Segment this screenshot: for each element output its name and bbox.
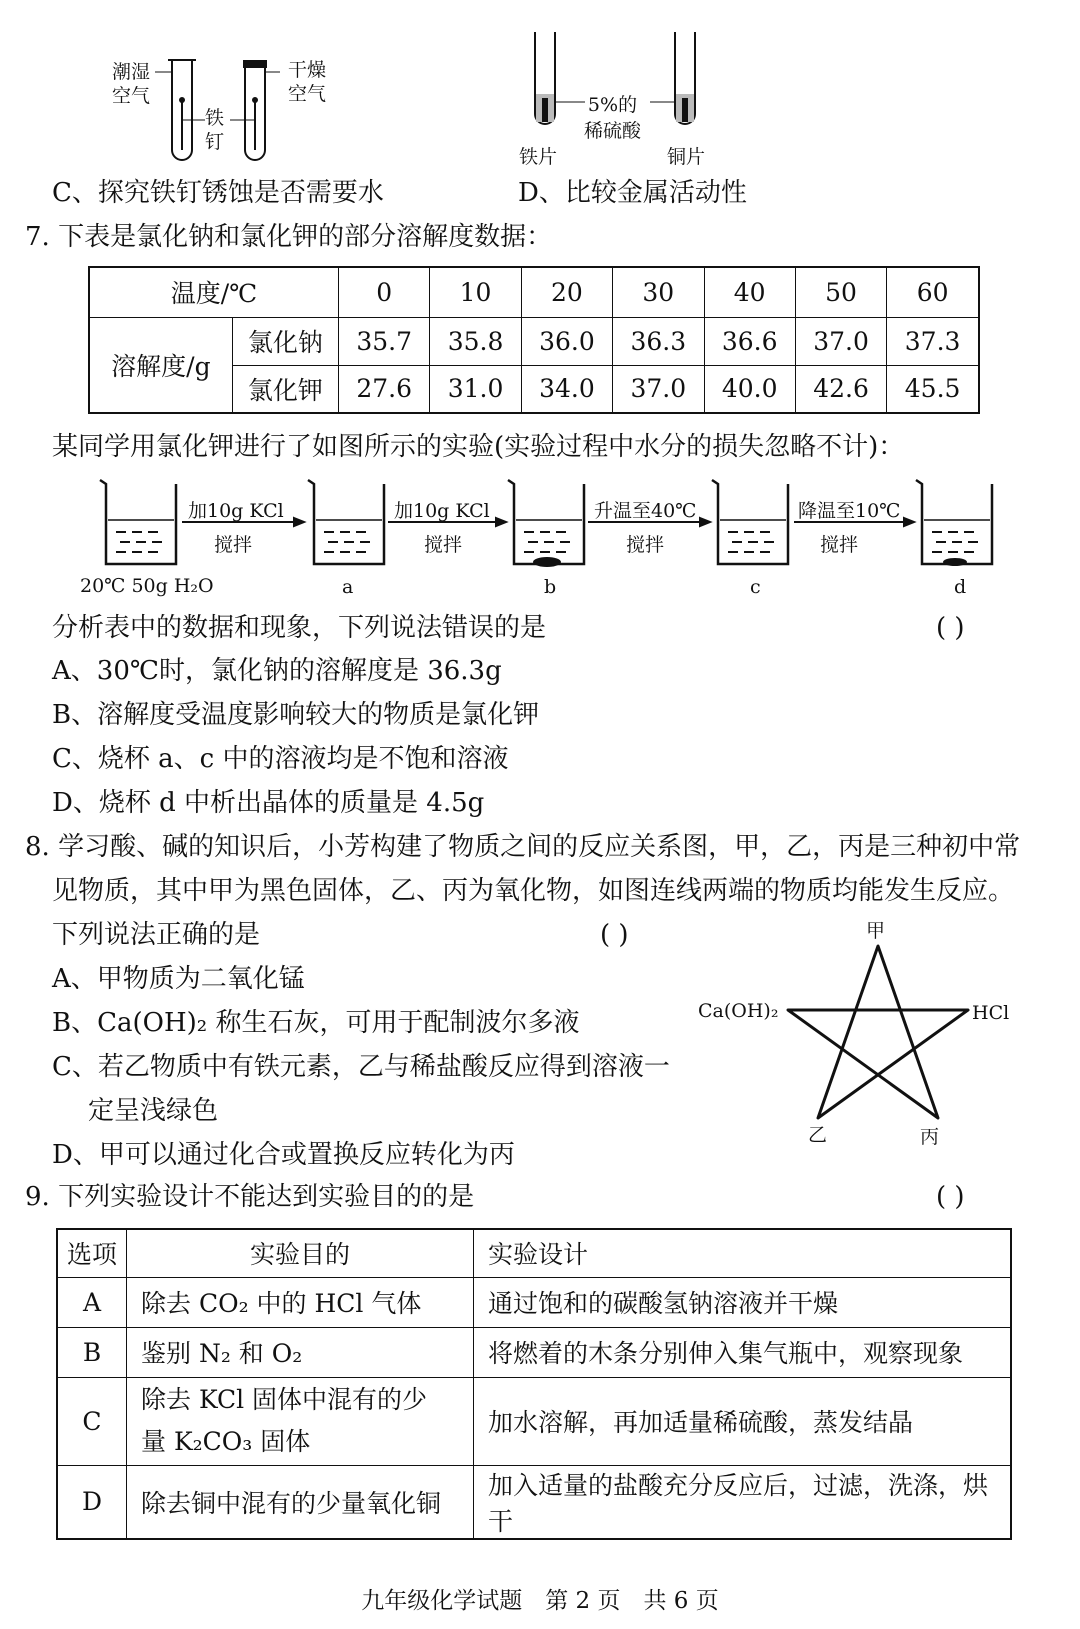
step-2-bottom: 搅拌 — [424, 534, 463, 556]
iron-sheet-label: 铁片 — [519, 146, 558, 168]
table-cell: 27.6 — [339, 365, 430, 413]
moist-air-label: 潮湿 空气 — [112, 61, 151, 107]
row-purpose: 除去铜中混有的少量氧化铜 — [127, 1465, 474, 1539]
row-name: 氯化钠 — [232, 317, 338, 365]
table-cell: 40.0 — [704, 365, 795, 413]
q7-stem: 7. 下表是氯化钠和氯化钾的部分溶解度数据： — [25, 222, 553, 252]
row-design: 通过饱和的碳酸氢钠溶液并干燥 — [474, 1277, 1012, 1327]
star-relation-diagram — [780, 940, 980, 1130]
copper-sheet-label: 铜片 — [667, 146, 706, 168]
row-design: 将燃着的木条分别伸入集气瓶中，观察现象 — [474, 1327, 1012, 1377]
table-cell: 34.0 — [521, 365, 612, 413]
temp-header: 温度/℃ — [89, 267, 339, 317]
q7-experiment-intro: 某同学用氯化钾进行了如图所示的实验(实验过程中水分的损失忽略不计)： — [52, 432, 905, 462]
step-3-top: 升温至40℃ — [594, 500, 697, 522]
table-cell: 36.3 — [613, 317, 704, 365]
option-c-fig: C、探究铁钉锈蚀是否需要水 — [52, 178, 384, 208]
solubility-header: 溶解度/g — [89, 317, 232, 413]
q8-stem-line-2: 见物质，其中甲为黑色固体，乙、丙为氧化物，如图连线两端的物质均能发生反应。 — [52, 876, 1015, 906]
temp-cell: 50 — [795, 267, 886, 317]
step-3-bottom: 搅拌 — [626, 534, 665, 556]
temp-cell: 40 — [704, 267, 795, 317]
step-1-bottom: 搅拌 — [214, 534, 253, 556]
header-design: 实验设计 — [474, 1229, 1012, 1277]
q7-option-b: B、溶解度受温度影响较大的物质是氯化钾 — [52, 700, 540, 730]
table-cell: 37.0 — [613, 365, 704, 413]
row-name: 氯化钾 — [232, 365, 338, 413]
star-left-label: Ca(OH)₂ — [698, 1000, 779, 1022]
q8-option-d: D、甲可以通过化合或置换反应转化为丙 — [52, 1140, 515, 1170]
star-right-label: HCl — [972, 1002, 1010, 1024]
beaker-d-label: d — [954, 576, 967, 598]
step-1-top: 加10g KCl — [188, 500, 284, 522]
row-purpose: 除去 KCl 固体中混有的少 量 K₂CO₃ 固体 — [127, 1377, 474, 1465]
q9-table — [56, 1228, 1012, 1540]
temp-cell: 10 — [430, 267, 521, 317]
beaker-flow-diagram — [90, 478, 1010, 578]
temp-cell: 30 — [613, 267, 704, 317]
page-footer: 九年级化学试题 第 2 页 共 6 页 — [361, 1588, 719, 1614]
start-condition: 20℃ 50g H₂O — [80, 575, 214, 597]
q7-answer-bracket: ( ) — [936, 613, 965, 643]
acid-label: 5%的 稀硫酸 — [584, 94, 642, 142]
table-cell: 37.3 — [887, 317, 979, 365]
table-cell: 31.0 — [430, 365, 521, 413]
star-bottom-right-label: 丙 — [920, 1126, 940, 1148]
beaker-a-label: a — [342, 576, 354, 598]
q8-option-c-cont: 定呈浅绿色 — [88, 1096, 219, 1126]
row-design: 加水溶解，再加适量稀硫酸，蒸发结晶 — [474, 1377, 1012, 1465]
q7-option-a: A、30℃时，氯化钠的溶解度是 36.3g — [52, 656, 502, 686]
beaker-b-label: b — [544, 576, 557, 598]
row-purpose: 鉴别 N₂ 和 O₂ — [127, 1327, 474, 1377]
table-cell: 37.0 — [795, 317, 886, 365]
q8-stem-line-3: 下列说法正确的是 — [52, 920, 261, 950]
q8-option-a: A、甲物质为二氧化锰 — [52, 964, 305, 994]
q7-option-d: D、烧杯 d 中析出晶体的质量是 4.5g — [52, 788, 485, 818]
q8-answer-bracket: ( ) — [600, 920, 629, 950]
step-2-top: 加10g KCl — [394, 500, 490, 522]
test-tubes-icon — [150, 50, 280, 165]
temp-cell: 20 — [521, 267, 612, 317]
option-d-fig: D、比较金属活动性 — [518, 178, 747, 208]
dry-air-label: 干燥 空气 — [288, 59, 327, 105]
iron-nail-label: 铁 钉 — [205, 107, 225, 153]
q8-option-c: C、若乙物质中有铁元素，乙与稀盐酸反应得到溶液一 — [52, 1052, 670, 1082]
row-option: D — [57, 1465, 127, 1539]
table-cell: 45.5 — [887, 365, 979, 413]
step-4-top: 降温至10℃ — [798, 500, 901, 522]
q7-solubility-table — [88, 266, 980, 414]
row-purpose: 除去 CO₂ 中的 HCl 气体 — [127, 1277, 474, 1327]
star-top-label: 甲 — [866, 920, 886, 942]
table-cell: 36.0 — [521, 317, 612, 365]
q8-stem-line-1: 8. 学习酸、碱的知识后，小芳构建了物质之间的反应关系图，甲，乙，丙是三种初中常 — [25, 832, 1021, 862]
table-cell: 36.6 — [704, 317, 795, 365]
step-4-bottom: 搅拌 — [820, 534, 859, 556]
q9-stem: 9. 下列实验设计不能达到实验目的的是 — [25, 1182, 475, 1212]
q9-answer-bracket: ( ) — [936, 1182, 965, 1212]
row-option: A — [57, 1277, 127, 1327]
table-cell: 35.7 — [339, 317, 430, 365]
temp-cell: 60 — [887, 267, 979, 317]
row-option: C — [57, 1377, 127, 1465]
beaker-c-label: c — [750, 576, 761, 598]
table-cell: 35.8 — [430, 317, 521, 365]
header-purpose: 实验目的 — [127, 1229, 474, 1277]
table-cell: 42.6 — [795, 365, 886, 413]
header-option: 选项 — [57, 1229, 127, 1277]
star-bottom-left-label: 乙 — [808, 1124, 828, 1146]
q7-option-c: C、烧杯 a、c 中的溶液均是不饱和溶液 — [52, 744, 509, 774]
row-design: 加入适量的盐酸充分反应后，过滤，洗涤，烘干 — [474, 1465, 1012, 1539]
q7-question: 分析表中的数据和现象，下列说法错误的是 — [52, 613, 547, 643]
q8-option-b: B、Ca(OH)₂ 称生石灰，可用于配制波尔多液 — [52, 1008, 580, 1038]
row-option: B — [57, 1327, 127, 1377]
temp-cell: 0 — [339, 267, 430, 317]
